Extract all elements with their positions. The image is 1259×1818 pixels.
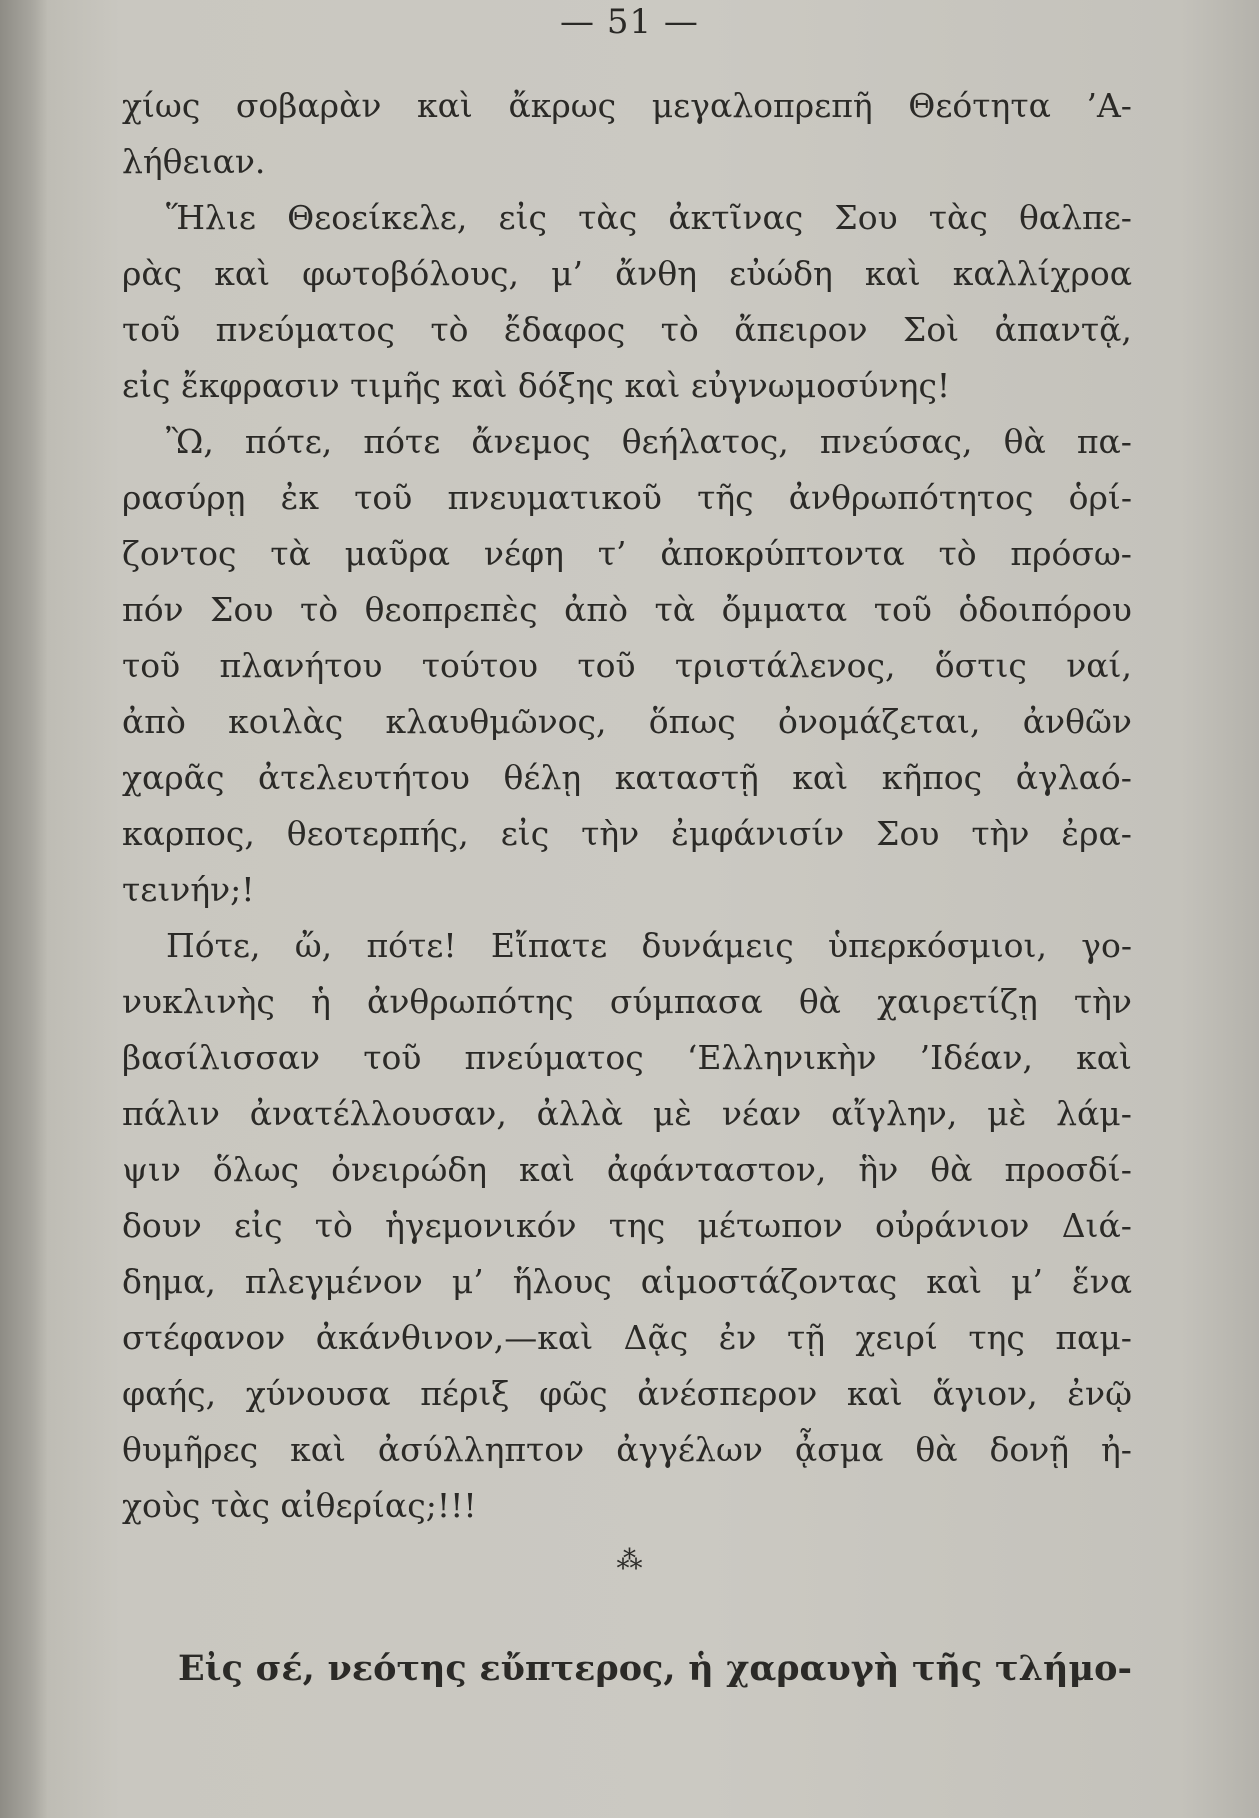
word: ἄνθη — [615, 254, 698, 293]
text-line — [122, 1254, 1132, 1310]
text-line — [122, 1030, 1132, 1086]
word: τὸ — [314, 1206, 353, 1245]
word: νυκλινὴς — [122, 982, 275, 1021]
word: κοιλὰς — [228, 702, 344, 741]
word: ζοντος — [122, 534, 237, 573]
word: ἥλους — [512, 1262, 612, 1301]
word: καρπος, — [122, 814, 255, 853]
word: τὸ — [938, 534, 977, 573]
word: θαλπε- — [1018, 198, 1132, 237]
text-line — [122, 302, 1132, 358]
word: ἕνα — [1071, 1262, 1132, 1301]
section-separator-asterism: ⁂ — [616, 1546, 643, 1576]
word: χειρί — [855, 1318, 938, 1357]
word: τοῦ — [577, 646, 636, 685]
word: δημα, — [122, 1262, 216, 1301]
word: ἀσύλληπτον — [377, 1430, 585, 1469]
word: ἀνέσπερον — [637, 1374, 818, 1413]
word: παμ- — [1055, 1318, 1132, 1357]
text-line — [122, 806, 1132, 862]
word: ᾆσμα — [794, 1430, 884, 1469]
word: ἀνατέλλουσαν, — [249, 1094, 507, 1133]
text-line — [122, 1198, 1132, 1254]
word: κῆπος — [881, 758, 983, 797]
word: πάλιν — [122, 1094, 220, 1133]
word: χαραυγὴ — [726, 1648, 900, 1689]
word: ἡγεμονικόν — [385, 1206, 577, 1245]
word: δονῇ — [989, 1430, 1070, 1469]
word: πόν — [122, 590, 184, 629]
word: Σοὶ — [902, 310, 960, 349]
word: θεήλατος, — [621, 422, 789, 461]
page-number: — 51 — — [560, 2, 699, 42]
word: ἀνθρωπότης — [367, 982, 574, 1021]
word: πότε, — [244, 422, 333, 461]
word: μεγαλοπρεπῆ — [651, 86, 873, 125]
word: αἱμοστάζοντας — [640, 1262, 898, 1301]
word: δουν — [122, 1206, 202, 1245]
word: πρόσω- — [1010, 534, 1132, 573]
word: χαιρετίζῃ — [877, 982, 1038, 1021]
word: ’Ιδέαν, — [919, 1038, 1033, 1077]
word: ἐμφάνισίν — [671, 814, 845, 853]
word: εὔπτερος, — [479, 1648, 676, 1689]
word: ἡ — [688, 1648, 714, 1689]
word: καὶ — [214, 254, 271, 293]
word: ἐνῷ — [1067, 1374, 1132, 1413]
word: εὐώδη — [729, 254, 833, 293]
word: χύνουσα — [245, 1374, 391, 1413]
word: ὄμματα — [721, 590, 848, 629]
word: σέ, — [255, 1648, 315, 1689]
word: εἰς — [498, 198, 548, 237]
word: γο- — [1081, 926, 1132, 965]
word: μὲ — [652, 1094, 692, 1133]
word: Ἥλιε — [166, 198, 256, 237]
word: μ’ — [551, 254, 584, 293]
word: Δᾷς — [623, 1318, 689, 1357]
word: ἀπαντᾷ, — [994, 310, 1132, 349]
text-line — [122, 1422, 1132, 1478]
word: τοῦ — [873, 590, 932, 629]
word: πνεύσας, — [819, 422, 973, 461]
word: ἀτελευτήτου — [258, 758, 470, 797]
word: ἀπὸ — [564, 590, 628, 629]
word: μέτωπον — [697, 1206, 843, 1245]
text-line: χοὺς τὰς αἰθερίας;!!! — [122, 1486, 477, 1525]
word: ρὰς — [122, 254, 183, 293]
word: Θεότητα — [908, 86, 1051, 125]
word: Ὢ, — [166, 422, 214, 461]
word: ἠ- — [1101, 1430, 1132, 1469]
word: πότε! — [366, 926, 457, 965]
word: ἀνθῶν — [1022, 702, 1132, 741]
word: ρασύρῃ — [122, 478, 246, 517]
word: θεοπρεπὲς — [364, 590, 538, 629]
word: θὰ — [915, 1430, 958, 1469]
word: ὑπερκόσμιοι, — [828, 926, 1047, 965]
word: τοῦ — [354, 478, 413, 517]
word: θὰ — [1003, 422, 1046, 461]
word: τὴν — [581, 814, 640, 853]
word: καὶ — [846, 1374, 903, 1413]
word: μ’ — [451, 1262, 484, 1301]
text-line — [122, 526, 1132, 582]
word: ἅγιον, — [932, 1374, 1038, 1413]
word: τούτου — [421, 646, 539, 685]
word: τῇ — [786, 1318, 826, 1357]
word: ὤ, — [294, 926, 333, 965]
word: της — [608, 1206, 666, 1245]
text-line: εἰς ἔκφρασιν τιμῆς καὶ δόξης καὶ εὐγνωμοσύνης! — [122, 366, 951, 405]
word: χίως — [122, 86, 201, 125]
word: Εἰς — [178, 1648, 243, 1689]
word: τοῦ — [122, 646, 181, 685]
word: ναί, — [1066, 646, 1132, 685]
word: αἴγλην, — [831, 1094, 958, 1133]
text-line — [122, 694, 1132, 750]
word: ’Α- — [1086, 86, 1132, 125]
word: κλαυθμῶνος, — [385, 702, 607, 741]
word: ὀνειρώδη — [331, 1150, 488, 1189]
word: ὅλως — [212, 1150, 300, 1189]
word: καλλίχροα — [952, 254, 1132, 293]
word: σοβαρὰν — [235, 86, 382, 125]
main-text — [122, 78, 1132, 1534]
word: τὰς — [928, 198, 988, 237]
word: μ’ — [1011, 1262, 1043, 1301]
word: πέριξ — [420, 1374, 510, 1413]
word: καὶ — [290, 1430, 346, 1469]
word: ἣν — [858, 1150, 899, 1189]
text-line — [122, 1086, 1132, 1142]
book-spine-shadow — [0, 0, 48, 1818]
word: μαῦρα — [344, 534, 451, 573]
word: φωτοβόλους, — [302, 254, 520, 293]
text-line — [122, 190, 1132, 246]
word: τοῦ — [122, 310, 181, 349]
word: Σου — [834, 198, 898, 237]
word: Διά- — [1061, 1206, 1132, 1245]
word: ἀποκρύπτοντα — [660, 534, 905, 573]
word: ἀγγέλων — [616, 1430, 763, 1469]
word: σύμπασα — [609, 982, 763, 1021]
word: τ’ — [597, 534, 627, 573]
word: καταστῇ — [614, 758, 759, 797]
word: προσδί- — [1004, 1150, 1132, 1189]
word: πα- — [1076, 422, 1132, 461]
word: καὶ — [926, 1262, 983, 1301]
word: ἀκάνθινον,—καὶ — [315, 1318, 594, 1357]
word: ἄπειρον — [734, 310, 868, 349]
text-line — [122, 582, 1132, 638]
word: τὸ — [299, 590, 339, 629]
word: ἐρα- — [1061, 814, 1132, 853]
word: ὁρί- — [1068, 478, 1132, 517]
word: λάμ- — [1056, 1094, 1132, 1133]
word: τοῦ — [363, 1038, 422, 1077]
word: πλανήτου — [219, 646, 383, 685]
word: θυμῆρες — [122, 1430, 259, 1469]
word: εἰς — [500, 814, 550, 853]
word: στέφανον — [122, 1318, 286, 1357]
word: πλεγμένον — [244, 1262, 423, 1301]
word: ἀνθρωπότητος — [788, 478, 1034, 517]
word: ὅστις — [934, 646, 1027, 685]
word: τὰ — [654, 590, 696, 629]
word: μὲ — [987, 1094, 1027, 1133]
word: ὁδοιπόρου — [958, 590, 1132, 629]
word: νέαν — [721, 1094, 802, 1133]
text-line — [122, 470, 1132, 526]
word: δυνάμεις — [641, 926, 794, 965]
word: τλήμο- — [994, 1648, 1132, 1689]
word: τὸ — [430, 310, 469, 349]
word: οὐράνιον — [874, 1206, 1030, 1245]
word: πότε — [363, 422, 441, 461]
word: θὰ — [930, 1150, 973, 1189]
word: φῶς — [539, 1374, 608, 1413]
word: ψιν — [122, 1150, 181, 1189]
word: της — [968, 1318, 1025, 1357]
word: Θεοείκελε, — [287, 198, 468, 237]
text-line: τεινήν;! — [122, 870, 255, 909]
word: πνευματικοῦ — [447, 478, 662, 517]
word: τὸ — [660, 310, 699, 349]
text-line — [122, 974, 1132, 1030]
word: χαρᾶς — [122, 758, 225, 797]
word: Σου — [876, 814, 940, 853]
word: τὰς — [578, 198, 638, 237]
word: πνεύματος — [464, 1038, 644, 1077]
word: Πότε, — [166, 926, 261, 965]
word: ἀλλὰ — [536, 1094, 624, 1133]
word: τριστάλενος, — [674, 646, 896, 685]
word: νεότης — [327, 1648, 467, 1689]
word: θεοτερπής, — [286, 814, 469, 853]
word: τὴν — [971, 814, 1030, 853]
word: εἰς — [234, 1206, 283, 1245]
word: ὅπως — [648, 702, 736, 741]
word: βασίλισσαν — [122, 1038, 321, 1077]
word: καὶ — [1076, 1038, 1132, 1077]
text-line — [122, 246, 1132, 302]
word: ἔδαφος — [503, 310, 626, 349]
word: ὀνομάζεται, — [778, 702, 981, 741]
text-line — [122, 1142, 1132, 1198]
next-section-first-line — [178, 1648, 1132, 1689]
word: τὴν — [1073, 982, 1132, 1021]
word: ἀφάνταστον, — [606, 1150, 827, 1189]
word: ἐκ — [280, 478, 319, 517]
word: φαής, — [122, 1374, 217, 1413]
word: ἄνεμος — [471, 422, 591, 461]
word: ἄκρως — [508, 86, 617, 125]
word: νέφη — [483, 534, 564, 573]
text-line — [122, 750, 1132, 806]
text-line — [122, 1310, 1132, 1366]
word: ἀπὸ — [122, 702, 186, 741]
word: ἡ — [311, 982, 331, 1021]
word: τῆς — [911, 1648, 983, 1689]
word: ἀγλαό- — [1015, 758, 1132, 797]
word: τῆς — [697, 478, 754, 517]
word: τὰ — [270, 534, 311, 573]
word: ‘Ελληνικὴν — [686, 1038, 877, 1077]
word: καὶ — [792, 758, 849, 797]
text-line — [122, 78, 1132, 134]
text-line: λήθειαν. — [122, 142, 266, 181]
word: Σου — [210, 590, 274, 629]
text-line — [122, 414, 1132, 470]
word: καὶ — [417, 86, 473, 125]
word: καὶ — [519, 1150, 575, 1189]
text-line — [122, 918, 1132, 974]
word: ἐν — [718, 1318, 757, 1357]
word: ἀκτῖνας — [668, 198, 804, 237]
word: καὶ — [864, 254, 921, 293]
word: πνεύματος — [215, 310, 395, 349]
text-line — [122, 638, 1132, 694]
text-line — [122, 1366, 1132, 1422]
word: Εἴπατε — [490, 926, 608, 965]
word: θέλῃ — [503, 758, 582, 797]
word: θὰ — [798, 982, 841, 1021]
